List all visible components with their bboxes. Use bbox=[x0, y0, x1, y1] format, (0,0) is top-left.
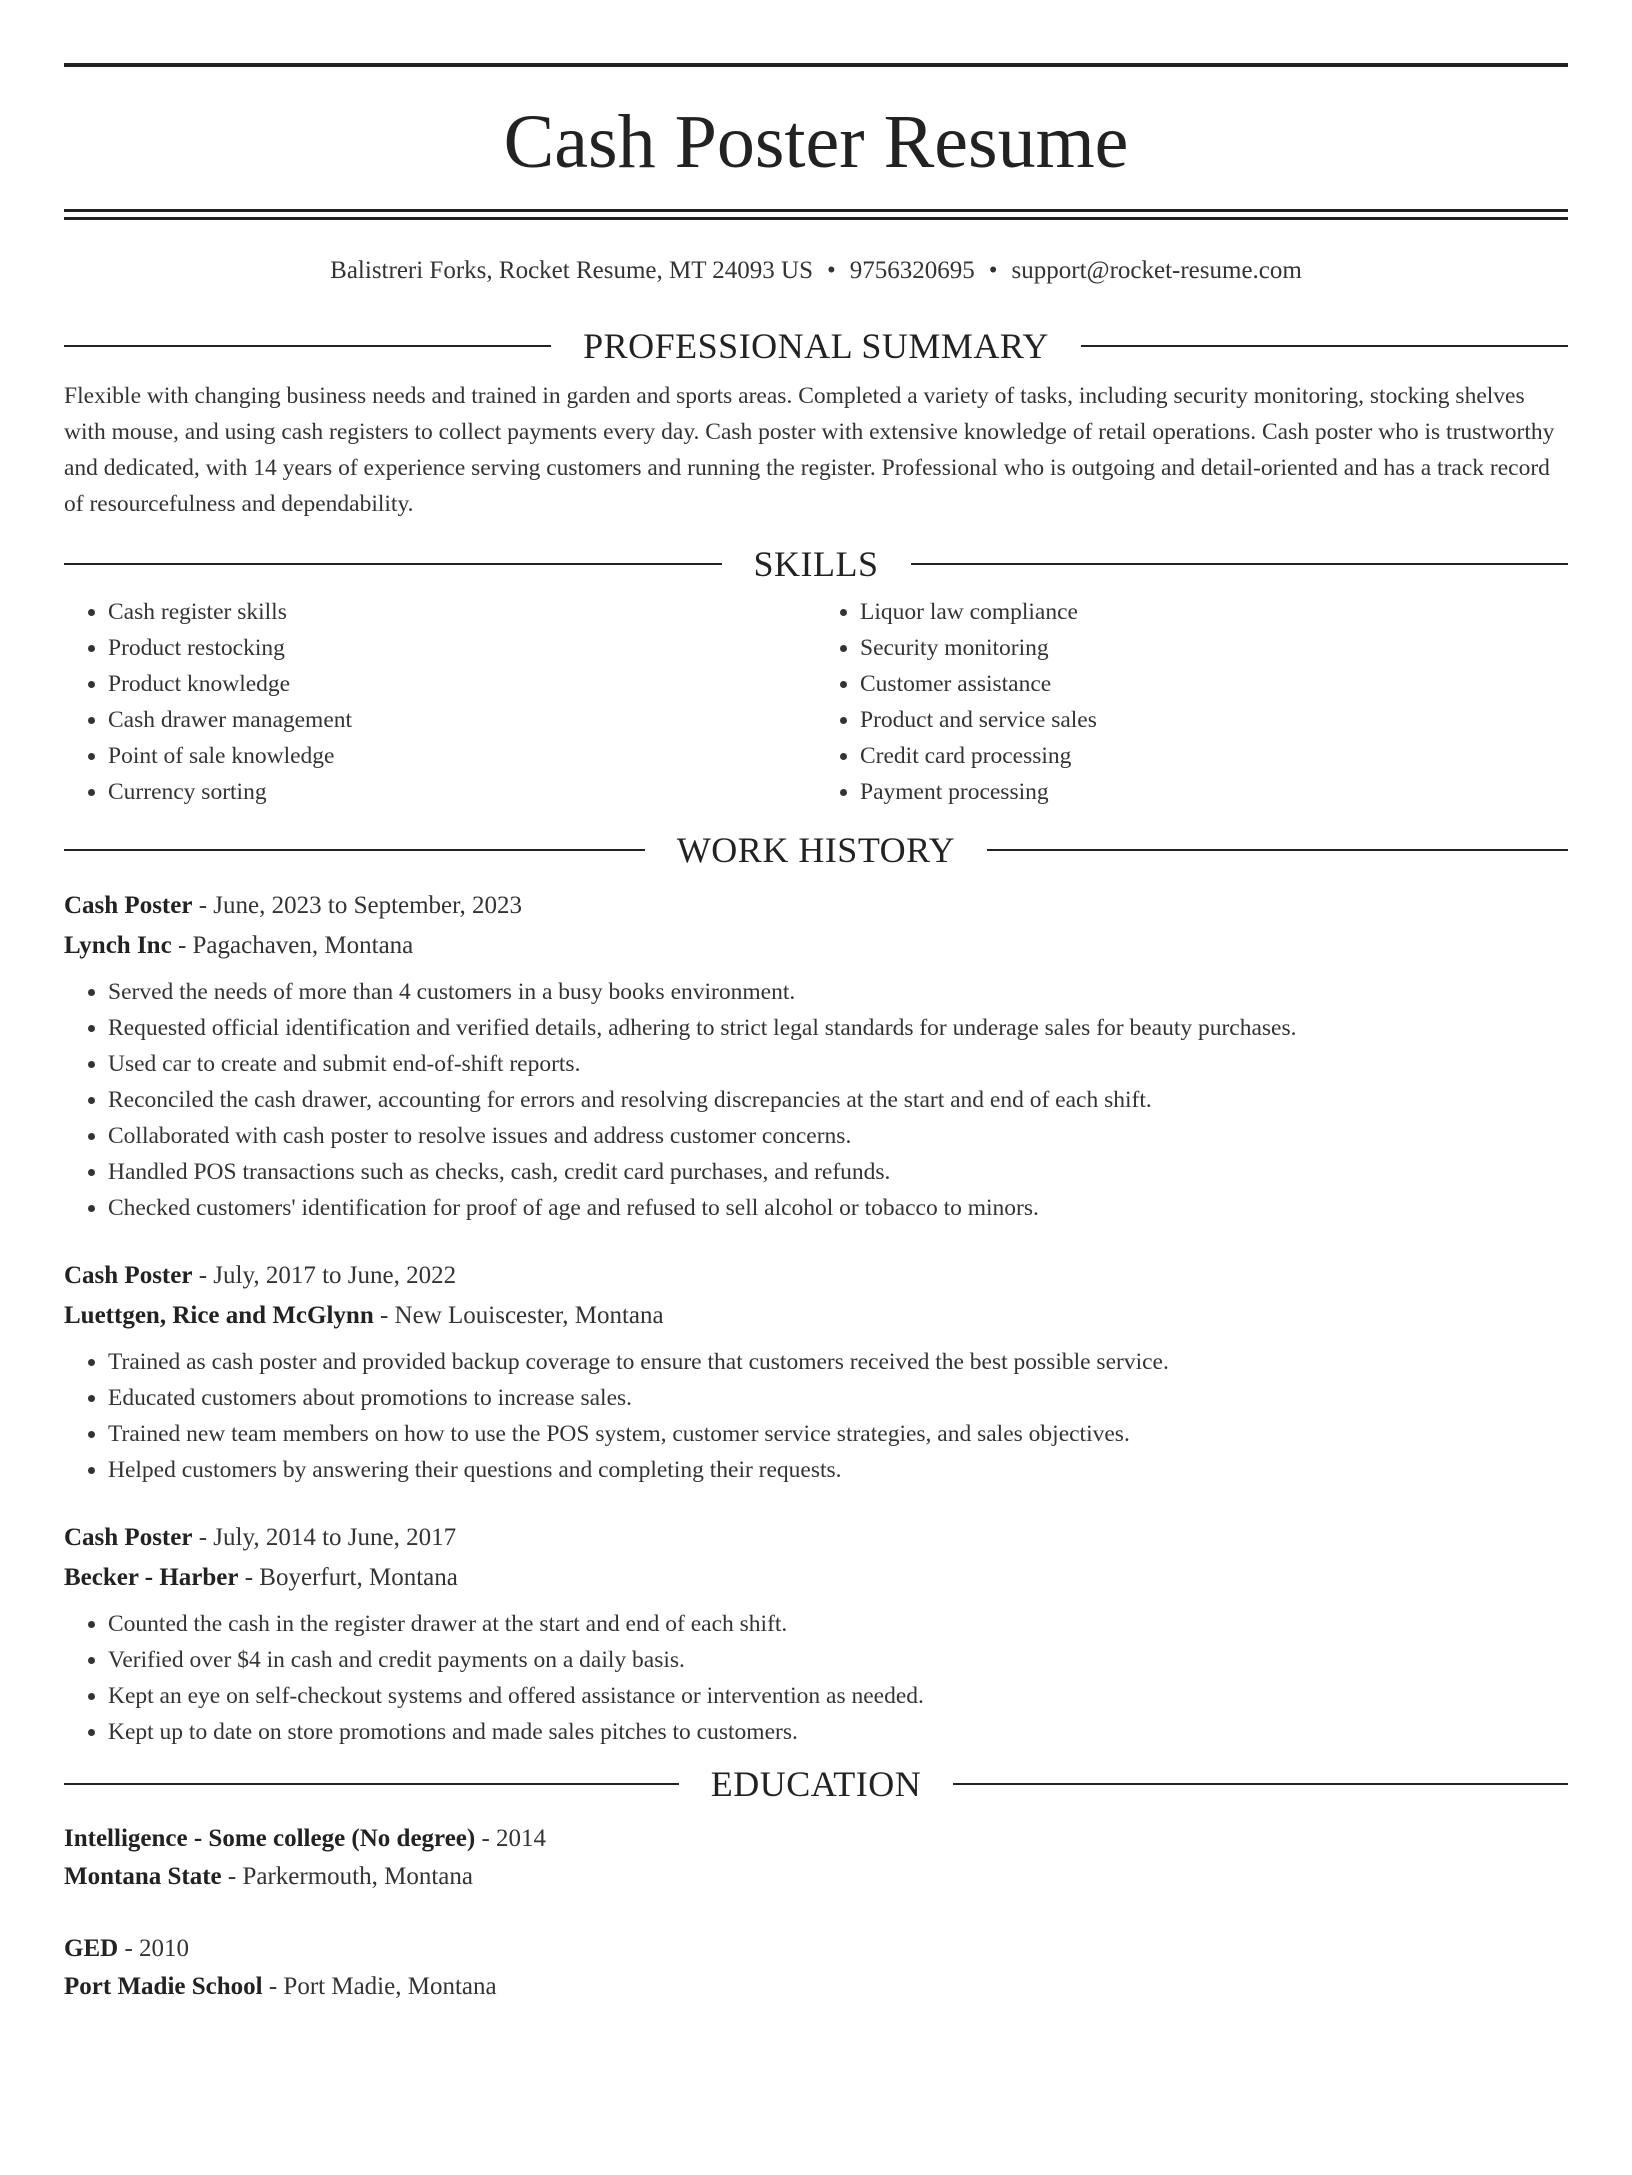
job-bullet: • Verified over $4 in cash and credit payments on a daily basis. bbox=[108, 1642, 1568, 1678]
job-company: Becker - Harber bbox=[64, 1564, 239, 1591]
section-heading-summary bbox=[64, 326, 1568, 366]
job-dates: - July, 2017 to June, 2022 bbox=[192, 1262, 457, 1289]
job-location: - Boyerfurt, Montana bbox=[238, 1564, 458, 1591]
job-company-line bbox=[64, 1296, 1568, 1336]
job-company-line bbox=[64, 926, 1568, 966]
job-company: Lynch Inc bbox=[64, 932, 172, 959]
education-degree: Intelligence - Some college (No degree) bbox=[64, 1825, 476, 1852]
section-heading-work bbox=[64, 830, 1568, 870]
contact-email: support@rocket-resume.com bbox=[1011, 257, 1302, 284]
job-bullet: • Handled POS transactions such as checks, cash, credit card purchases, and refunds. bbox=[108, 1154, 1568, 1190]
contact-address: Balistreri Forks, Rocket Resume, MT 24093 US bbox=[330, 257, 814, 284]
heading-rule bbox=[64, 563, 722, 565]
section-heading-label: WORK HISTORY bbox=[676, 830, 956, 870]
job-title: Cash Poster bbox=[64, 1262, 193, 1289]
section-heading-education bbox=[64, 1764, 1568, 1804]
job-title: Cash Poster bbox=[64, 1524, 193, 1551]
job-dates: - June, 2023 to September, 2023 bbox=[192, 892, 522, 919]
education-degree: GED bbox=[64, 1935, 119, 1962]
page-title: Cash Poster Resume bbox=[503, 100, 1129, 184]
education-degree-line bbox=[64, 1820, 1568, 1858]
skills-list bbox=[64, 594, 1568, 810]
skill-item: • Credit card processing bbox=[860, 738, 1568, 774]
education-year: - 2010 bbox=[118, 1935, 190, 1962]
section-heading-label: EDUCATION bbox=[710, 1764, 922, 1804]
education-degree-line bbox=[64, 1930, 1568, 1968]
resume-page bbox=[0, 63, 1632, 2175]
job-entry bbox=[64, 1518, 1568, 1750]
job-bullet: • Served the needs of more than 4 customers in a busy books environment. bbox=[108, 974, 1568, 1010]
job-entry bbox=[64, 1256, 1568, 1488]
job-bullet: • Educated customers about promotions to increase sales. bbox=[108, 1380, 1568, 1416]
job-bullets bbox=[64, 1344, 1568, 1488]
job-bullet: • Trained as cash poster and provided backup coverage to ensure that customers received the best possible service. bbox=[108, 1344, 1568, 1380]
job-title-line bbox=[64, 1518, 1568, 1558]
job-bullet: • Helped customers by answering their questions and completing their requests. bbox=[108, 1452, 1568, 1488]
job-bullet: • Kept up to date on store promotions and made sales pitches to customers. bbox=[108, 1714, 1568, 1750]
heading-rule bbox=[64, 849, 645, 851]
job-title-line bbox=[64, 886, 1568, 926]
job-dates: - July, 2014 to June, 2017 bbox=[192, 1524, 457, 1551]
contact-line bbox=[64, 256, 1568, 286]
job-location: - Pagachaven, Montana bbox=[171, 932, 414, 959]
title-double-rule bbox=[64, 209, 1568, 220]
skill-item: • Customer assistance bbox=[860, 666, 1568, 702]
heading-rule bbox=[911, 563, 1569, 565]
contact-separator: • bbox=[827, 257, 836, 284]
job-title: Cash Poster bbox=[64, 892, 193, 919]
skill-item: • Product and service sales bbox=[860, 702, 1568, 738]
skill-item: • Point of sale knowledge bbox=[108, 738, 816, 774]
job-bullets bbox=[64, 1606, 1568, 1750]
skills-column-right bbox=[816, 594, 1568, 810]
job-bullet: • Used car to create and submit end-of-shift reports. bbox=[108, 1046, 1568, 1082]
section-heading-skills bbox=[64, 544, 1568, 584]
job-entry bbox=[64, 886, 1568, 1226]
skill-item: • Cash register skills bbox=[108, 594, 816, 630]
contact-phone: 9756320695 bbox=[849, 257, 975, 284]
skill-item: • Payment processing bbox=[860, 774, 1568, 810]
skill-item: • Cash drawer management bbox=[108, 702, 816, 738]
job-bullet: • Trained new team members on how to use the POS system, customer service strategies, and sales objectives. bbox=[108, 1416, 1568, 1452]
heading-rule bbox=[64, 345, 551, 347]
job-bullet: • Checked customers' identification for proof of age and refused to sell alcohol or tobacco to minors. bbox=[108, 1190, 1568, 1226]
education-school: Port Madie School bbox=[64, 1973, 263, 2000]
heading-rule bbox=[1081, 345, 1568, 347]
section-heading-label: SKILLS bbox=[753, 544, 879, 584]
education-entry bbox=[64, 1930, 1568, 2006]
job-bullet: • Collaborated with cash poster to resolve issues and address customer concerns. bbox=[108, 1118, 1568, 1154]
education-school-line bbox=[64, 1858, 1568, 1896]
skill-item: • Liquor law compliance bbox=[860, 594, 1568, 630]
education-location: - Parkermouth, Montana bbox=[221, 1863, 473, 1890]
heading-rule bbox=[987, 849, 1568, 851]
heading-rule bbox=[64, 1783, 679, 1785]
contact-separator: • bbox=[988, 257, 998, 284]
job-title-line bbox=[64, 1256, 1568, 1296]
skills-column-left bbox=[64, 594, 816, 810]
job-location: - New Louiscester, Montana bbox=[373, 1302, 664, 1329]
skill-item: • Security monitoring bbox=[860, 630, 1568, 666]
education-entry bbox=[64, 1820, 1568, 1896]
job-bullets bbox=[64, 974, 1568, 1226]
job-bullet: • Requested official identification and verified details, adhering to strict legal standards for underage sales for beauty purchases. bbox=[108, 1010, 1568, 1046]
skill-item: • Product restocking bbox=[108, 630, 816, 666]
heading-rule bbox=[953, 1783, 1568, 1785]
education-school: Montana State bbox=[64, 1863, 222, 1890]
education-school-line bbox=[64, 1968, 1568, 2006]
education-location: - Port Madie, Montana bbox=[262, 1973, 497, 2000]
skill-item: • Product knowledge bbox=[108, 666, 816, 702]
job-bullet: • Reconciled the cash drawer, accounting for errors and resolving discrepancies at the start and end of each shift. bbox=[108, 1082, 1568, 1118]
education-year: - 2014 bbox=[475, 1825, 547, 1852]
skill-item: • Currency sorting bbox=[108, 774, 816, 810]
job-company: Luettgen, Rice and McGlynn bbox=[64, 1302, 374, 1329]
job-company-line bbox=[64, 1558, 1568, 1598]
top-rule bbox=[64, 63, 1568, 67]
summary-text: Flexible with changing business needs and trained in garden and sports areas. Completed a variety of tasks, including security monitoring, stocking shelves with mouse, and using cash registers to collect payments every day. Cash poster with extensive knowledge of retail operations. Cash poster who is trustworthy and dedicated, with 14 years of experience serving customers and running the register. Professional who is outgoing and detail-oriented and has a track record of resourcefulness and dependability. bbox=[64, 383, 1555, 517]
job-bullet: • Counted the cash in the register drawer at the start and end of each shift. bbox=[108, 1606, 1568, 1642]
job-bullet: • Kept an eye on self-checkout systems and offered assistance or intervention as needed. bbox=[108, 1678, 1568, 1714]
section-heading-label: PROFESSIONAL SUMMARY bbox=[583, 326, 1049, 366]
